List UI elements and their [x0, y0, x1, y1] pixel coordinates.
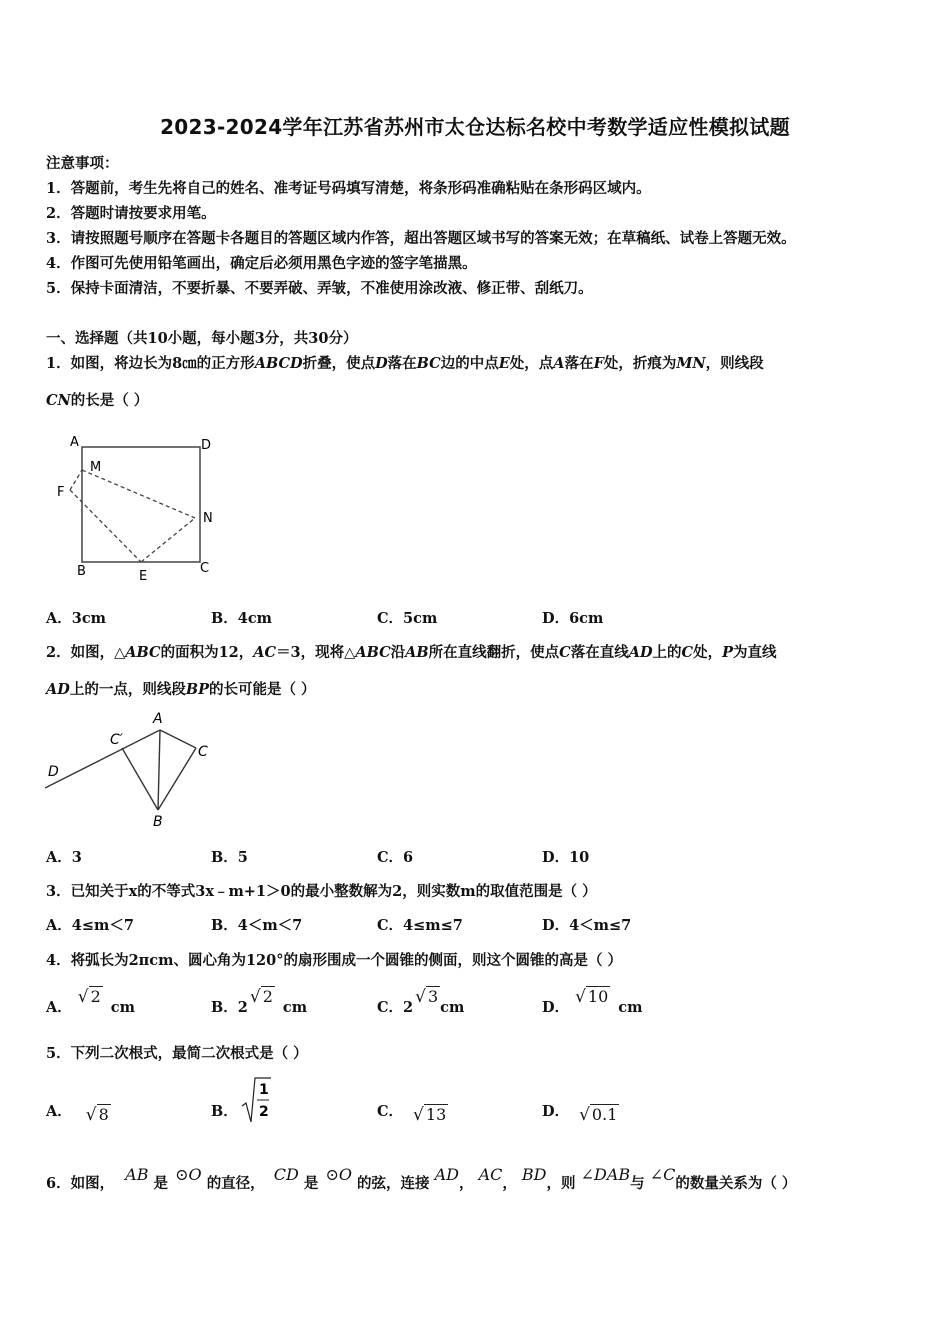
q1-label-M: M — [90, 460, 102, 475]
q1-label-A: A — [70, 435, 79, 450]
q4-option-a[interactable]: A．√ 2cm — [46, 987, 135, 1016]
q5-option-a[interactable]: A． √ 8 — [46, 1103, 109, 1125]
q2-label-B: B — [153, 814, 163, 830]
page-title: 2023-2024学年江苏省苏州市太仓达标名校中考数学适应性模拟试题 — [160, 115, 790, 139]
q2-option-c[interactable]: C．6 — [377, 849, 414, 866]
q2-option-b[interactable]: B．5 — [211, 849, 248, 866]
q5-options — [46, 1076, 906, 1126]
q5-option-b[interactable]: B． 1 2 — [211, 1076, 238, 1097]
q3-option-b[interactable]: B．4＜m＜7 — [211, 917, 303, 934]
notice-item-3: 3．请按照题号顺序在答题卡各题目的答题区域内作答，超出答题区域书写的答案无效；在草稿纸、试卷上答题无效。 — [46, 230, 796, 247]
q4-option-d[interactable]: D．√ 10cm — [542, 987, 643, 1016]
q2-label-C-prime: C′ — [110, 732, 123, 748]
q5-option-d[interactable]: D． √ 0.1 — [542, 1103, 618, 1125]
q2-figure-triangle-flip — [40, 708, 230, 833]
q5-option-b-radical — [241, 1076, 271, 1124]
q1-label-E: E — [139, 569, 148, 584]
q1-label-N: N — [203, 511, 213, 526]
q3-text: 3．已知关于x的不等式3x﹣m+1＞0的最小整数解为2，则实数m的取值范围是（ ） — [46, 883, 597, 900]
q1-option-a[interactable]: A．3cm — [46, 610, 107, 627]
q2-option-d[interactable]: D．10 — [542, 849, 590, 866]
notice-item-4: 4．作图可先使用铅笔画出，确定后必须用黑色字迹的签字笔描黑。 — [46, 255, 477, 272]
q3-option-c[interactable]: C．4≤m≤7 — [377, 917, 463, 934]
q1-label-B: B — [77, 564, 86, 579]
q2-option-a[interactable]: A．3 — [46, 849, 82, 866]
q1-label-F: F — [57, 485, 65, 500]
notice-heading: 注意事项： — [46, 155, 119, 172]
q1-label-C: C — [200, 561, 210, 576]
q5-text: 5．下列二次根式，最简二次根式是（ ） — [46, 1045, 308, 1062]
q4-text: 4．将弧长为2πcm、圆心角为120°的扇形围成一个圆锥的侧面，则这个圆锥的高是（ ） — [46, 952, 623, 969]
q4-option-c[interactable]: C．2√ 3cm — [377, 987, 465, 1016]
q5-option-c[interactable]: C． √ 13 — [377, 1103, 447, 1125]
q1-figure-square-fold — [50, 430, 230, 585]
q5-option-b-num: 1 — [259, 1082, 269, 1098]
q1-option-d[interactable]: D．6cm — [542, 610, 604, 627]
q1-label-D: D — [201, 438, 212, 453]
notice-item-2: 2．答题时请按要求用笔。 — [46, 205, 216, 222]
q6-text: 6．如图， AB 是 ⊙O 的直径， CD 是 ⊙O 的弦，连接 AD， AC， BD，则 ∠DAB与 ∠C的数量关系为（ ） — [46, 1165, 797, 1192]
q5-option-b-den: 2 — [259, 1104, 269, 1120]
notice-item-5: 5．保持卡面清洁，不要折暴、不要弄破、弄皱，不准使用涂改液、修正带、刮纸刀。 — [46, 280, 593, 297]
q3-option-a[interactable]: A．4≤m＜7 — [46, 917, 134, 934]
q1-option-b[interactable]: B．4cm — [211, 610, 273, 627]
q4-option-b[interactable]: B．2√ 2cm — [211, 987, 308, 1016]
q2-text-line1: 2．如图，△ABC的面积为12，AC＝3，现将△ABC沿AB所在直线翻折，使点C落在直线AD上的C处，P为直线 — [46, 644, 777, 661]
section-heading: 一、选择题（共10小题，每小题3分，共30分） — [46, 330, 358, 347]
notice-item-1: 1．答题前，考生先将自己的姓名、准考证号码填写清楚，将条形码准确粘贴在条形码区域内。 — [46, 180, 651, 197]
q2-label-D: D — [48, 764, 59, 780]
q2-label-C: C — [198, 744, 208, 760]
q3-option-d[interactable]: D．4＜m≤7 — [542, 917, 632, 934]
q1-text-line2: CN的长是（ ） — [46, 392, 149, 409]
q1-text-line1: 1．如图，将边长为8㎝的正方形ABCD折叠，使点D落在BC边的中点E处，点A落在F处，折痕为MN，则线段 — [46, 355, 764, 372]
q1-option-c[interactable]: C．5cm — [377, 610, 438, 627]
q2-label-A: A — [153, 711, 163, 727]
q2-text-line2: AD上的一点，则线段BP的长可能是（ ） — [46, 681, 316, 698]
q4-options — [46, 986, 906, 1016]
